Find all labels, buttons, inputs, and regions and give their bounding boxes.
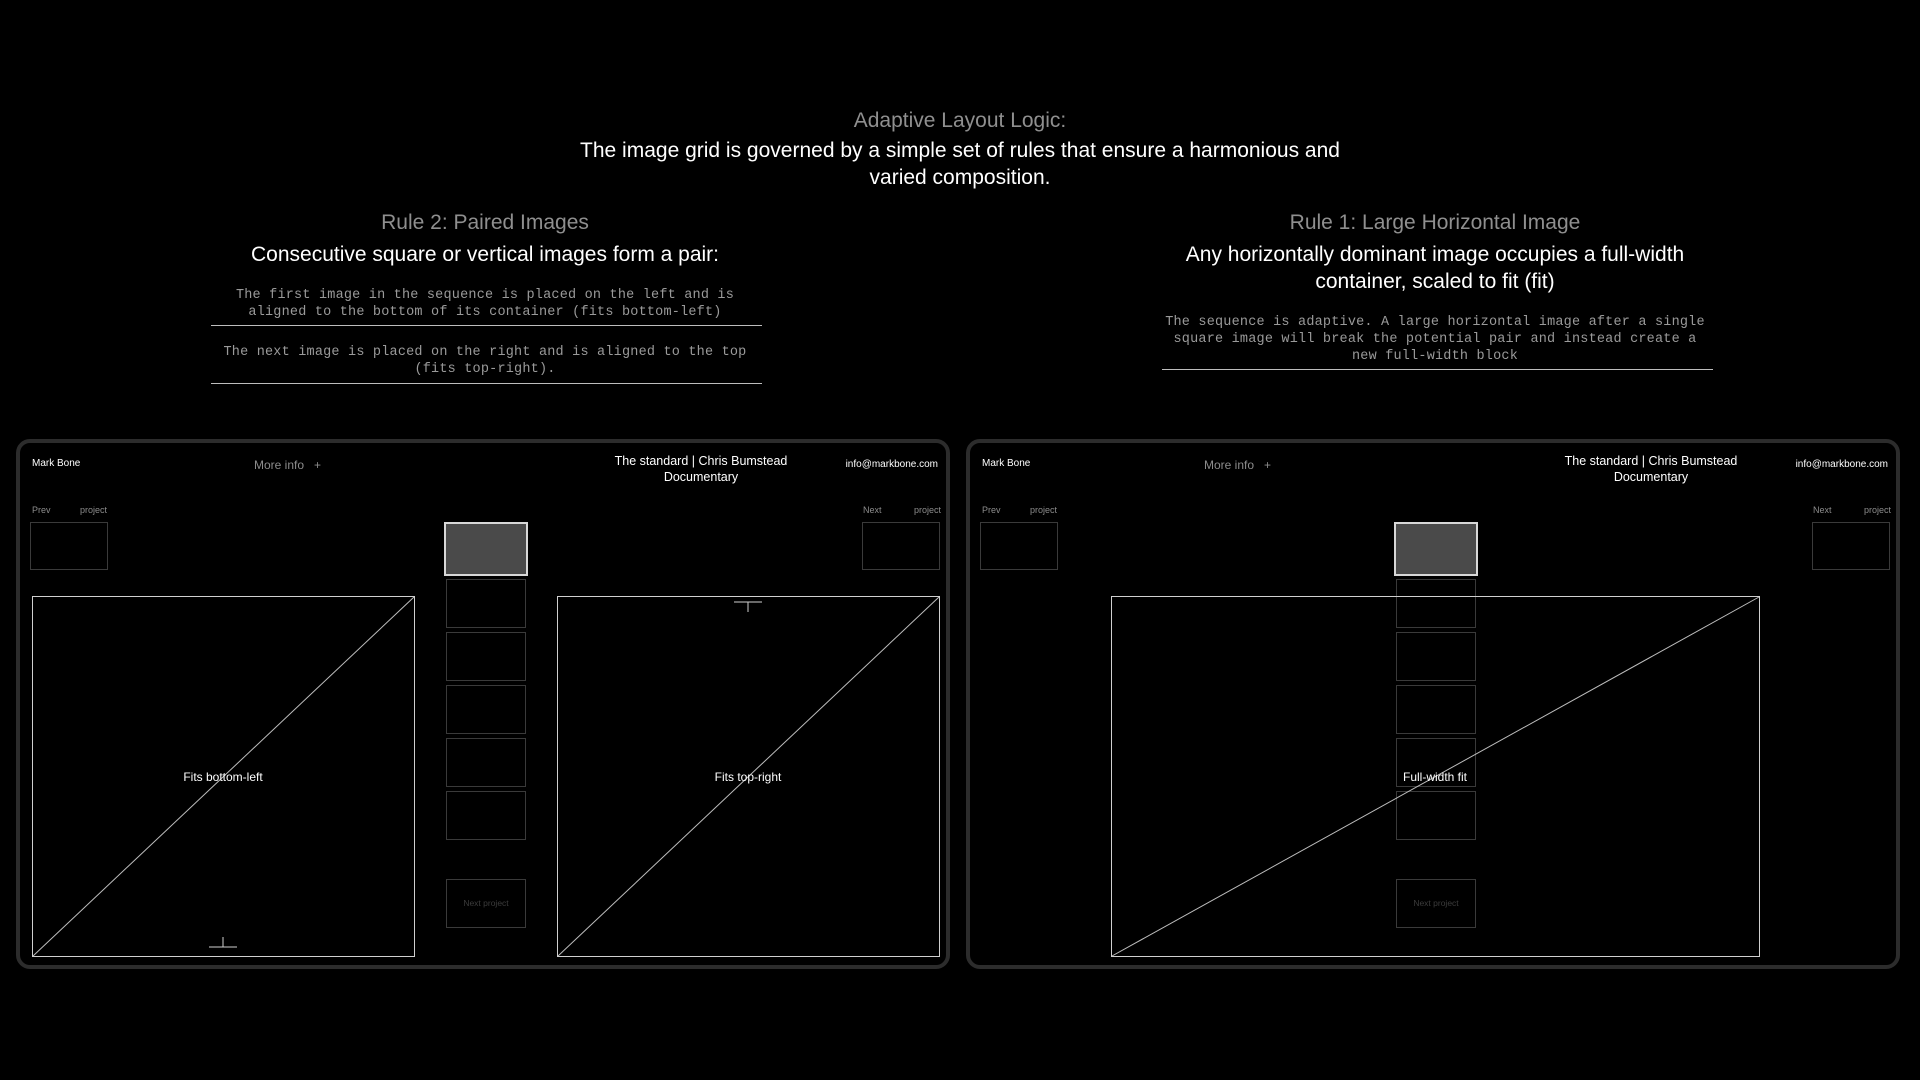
next-project-thumb[interactable]	[1812, 522, 1890, 570]
plus-icon: +	[1264, 458, 1272, 472]
prev-project-thumb[interactable]	[30, 522, 108, 570]
email-link[interactable]: info@markbone.com	[845, 459, 938, 470]
email-link[interactable]: info@markbone.com	[1795, 459, 1888, 470]
prev-project-label: project	[80, 505, 108, 515]
next-project-button-label: Next project	[463, 898, 509, 908]
thumbnail-active[interactable]	[1394, 522, 1478, 576]
project-title: The standard | Chris Bumstead Documentary	[614, 454, 788, 484]
prev-label: Prev	[982, 505, 1001, 515]
image-frame-bottom-left	[32, 596, 416, 958]
rule2-title: Rule 2: Paired Images	[381, 211, 589, 234]
page-title: Adaptive Layout Logic:	[853, 109, 1067, 132]
thumbnail[interactable]	[446, 632, 526, 681]
next-project-label: project	[1864, 505, 1892, 515]
thumbnail-active[interactable]	[444, 522, 528, 576]
rule2-note-2: The next image is placed on the right and is aligned to the top (fits top-right).	[223, 345, 747, 377]
rule2-lead: Consecutive square or vertical images form a pair:	[250, 243, 720, 266]
brand-name[interactable]: Mark Bone	[982, 458, 1031, 469]
more-info-label: More info	[1204, 458, 1255, 472]
mockup-full-width	[966, 439, 1900, 969]
thumbnail[interactable]	[446, 738, 526, 787]
next-project-button[interactable]	[446, 879, 526, 928]
mockup-paired	[16, 439, 950, 969]
rule1-lead: Any horizontally dominant image occupies a full-width container, scaled to fit (fit)	[1185, 243, 1685, 293]
more-info-link[interactable]	[1204, 458, 1271, 472]
next-label: Next	[863, 505, 882, 515]
brand-name[interactable]: Mark Bone	[32, 458, 81, 469]
plus-icon: +	[314, 458, 322, 472]
fits-top-right-label: Fits top-right	[714, 770, 782, 784]
image-frame-top-right	[557, 596, 941, 958]
prev-project-thumb[interactable]	[980, 522, 1058, 570]
rule2-divider-1	[211, 325, 762, 326]
next-label: Next	[1813, 505, 1832, 515]
thumbnail[interactable]	[446, 791, 526, 840]
next-project-thumb[interactable]	[862, 522, 940, 570]
more-info-label: More info	[254, 458, 305, 472]
rule2-divider-2	[211, 383, 762, 384]
rule1-title: Rule 1: Large Horizontal Image	[1289, 211, 1581, 234]
rule1-note-1: The sequence is adaptive. A large horizontal image after a single square image will break the potential pair and instead create a new full-width block	[1165, 315, 1705, 364]
fits-bottom-left-label: Fits bottom-left	[183, 770, 263, 784]
rule1-divider-1	[1162, 369, 1713, 370]
full-width-fit-label: Full-width fit	[1402, 770, 1468, 784]
next-project-label: project	[914, 505, 942, 515]
project-title: The standard | Chris Bumstead Documentary	[1564, 454, 1738, 484]
thumbnail[interactable]	[446, 579, 526, 628]
page-intro: The image grid is governed by a simple set of rules that ensure a harmonious and varied composition.	[580, 139, 1340, 189]
thumbnail[interactable]	[446, 685, 526, 734]
rule2-note-1: The first image in the sequence is placed on the left and is aligned to the bottom of its container (fits bottom-left)	[235, 288, 735, 320]
prev-label: Prev	[32, 505, 51, 515]
more-info-link[interactable]	[254, 458, 321, 472]
prev-project-label: project	[1030, 505, 1058, 515]
image-frame-full-width	[1111, 596, 1761, 958]
next-project-button-label: Next project	[1413, 898, 1459, 908]
